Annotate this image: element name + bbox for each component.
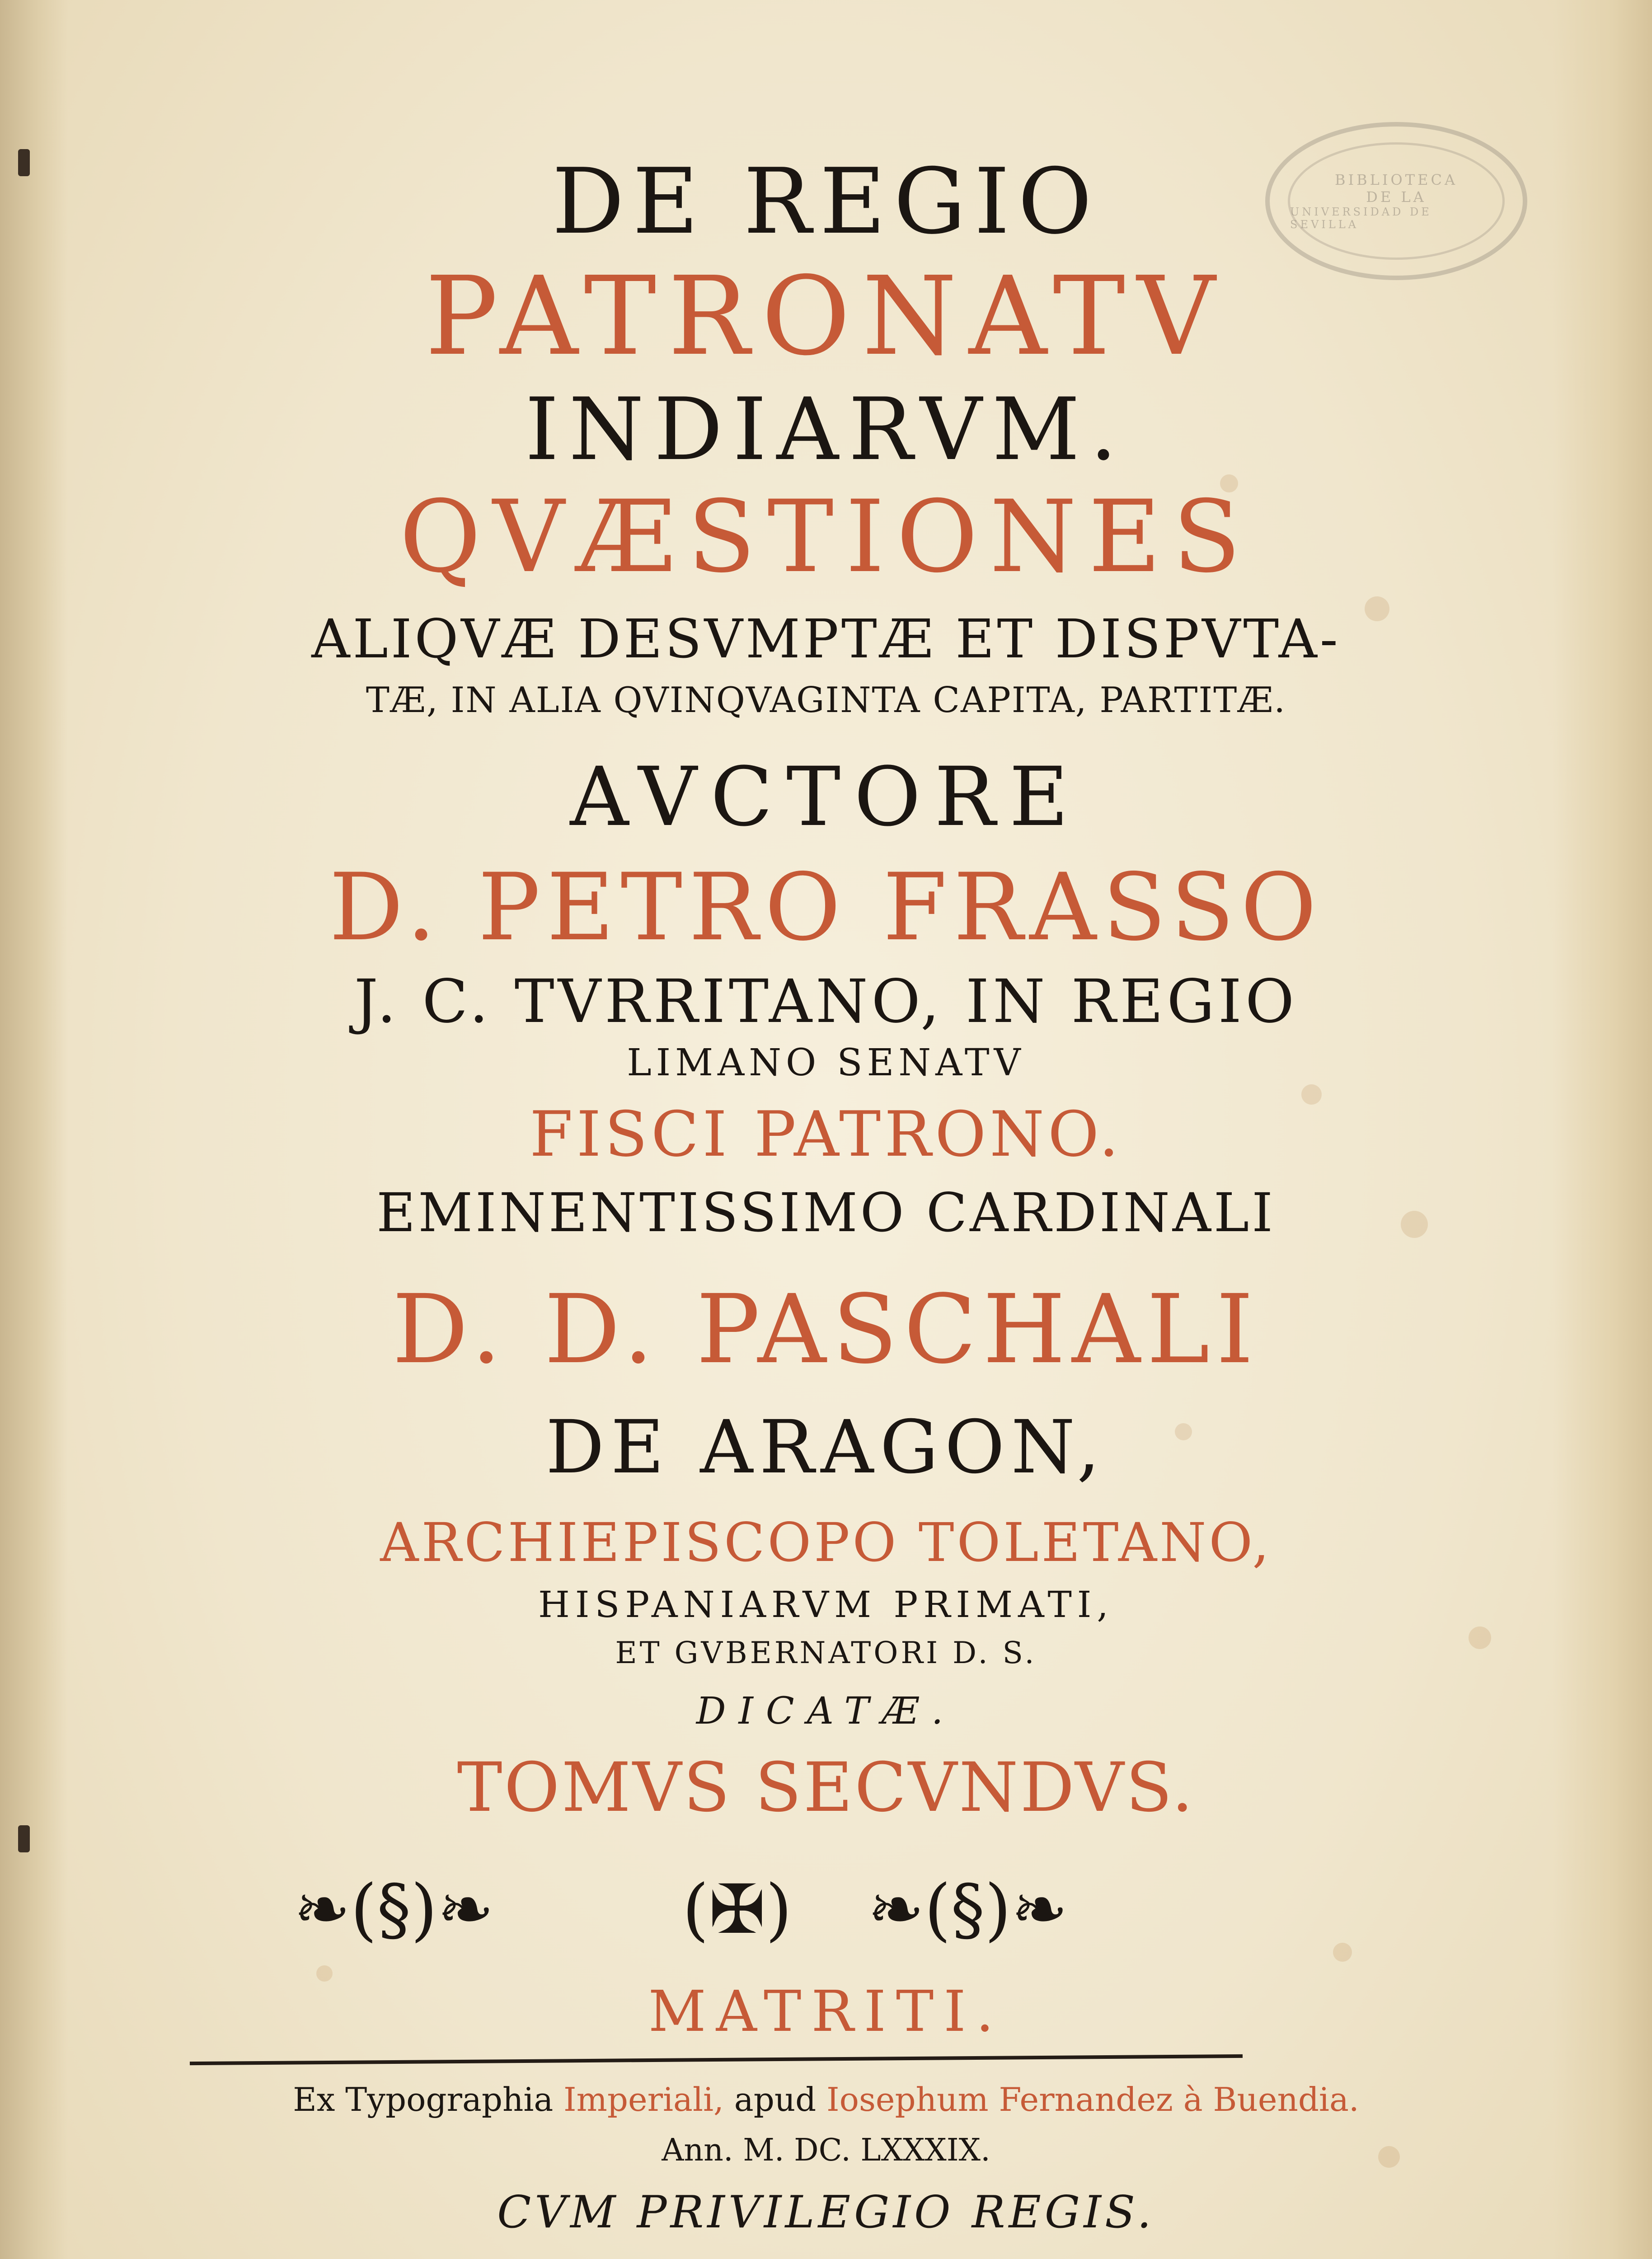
privilege-line: CVM PRIVILEGIO REGIS.	[497, 2187, 1155, 2238]
imprint-place: MATRITI.	[648, 1979, 1004, 2044]
dedicatee-title-3: ET GVBERNATORI D. S.	[615, 1636, 1037, 1670]
author-label: AVCTORE	[570, 750, 1082, 844]
printers-ornament-left: ❧(§)❧	[294, 1870, 494, 1949]
dedicatee-title-2: HISPANIARVM PRIMATI,	[538, 1584, 1114, 1626]
imprint-printer: Ex Typographia Imperiali, apud Iosephum Fernandez à Buendia.	[293, 2081, 1359, 2118]
title-line-1: DE REGIO	[552, 149, 1100, 254]
printers-ornament-center: (✠)	[682, 1870, 792, 1949]
dedicatee-name: D. D. PASCHALI	[392, 1274, 1260, 1385]
subtitle-line-2: TÆ, IN ALIA QVINQVAGINTA CAPITA, PARTITÆ.	[366, 680, 1286, 721]
author-title-2: LIMANO SENATV	[627, 1041, 1025, 1084]
author-title-1: J. C. TVRRITANO, IN REGIO	[354, 967, 1298, 1036]
library-stamp: BIBLIOTECA DE LA UNIVERSIDAD DE SEVILLA	[1265, 122, 1527, 280]
dedication-line-1: EMINENTISSIMO CARDINALI	[376, 1181, 1276, 1244]
title-line-2: PATRONATV	[425, 253, 1227, 380]
title-line-3: INDIARVM.	[525, 380, 1127, 479]
dedicatee-title-1: ARCHIEPISCOPO TOLETANO,	[380, 1511, 1272, 1574]
title-line-4: QVÆSTIONES	[399, 479, 1253, 595]
imprint-rule	[190, 2054, 1243, 2065]
subtitle-line-1: ALIQVÆ DESVMPTÆ ET DISPVTA-	[311, 608, 1341, 670]
volume-label: TOMVS SECVNDVS.	[457, 1748, 1195, 1827]
dedicatory-word: DICATÆ.	[696, 1690, 956, 1733]
printers-ornament-right: ❧(§)❧	[868, 1870, 1068, 1949]
binding-stitch	[18, 1825, 30, 1852]
imprint-year: Ann. M. DC. LXXXIX.	[662, 2132, 990, 2168]
dedicatee-family: DE ARAGON,	[545, 1405, 1107, 1490]
author-name: D. PETRO FRASSO	[329, 854, 1323, 961]
author-title-3: FISCI PATRONO.	[530, 1098, 1122, 1171]
